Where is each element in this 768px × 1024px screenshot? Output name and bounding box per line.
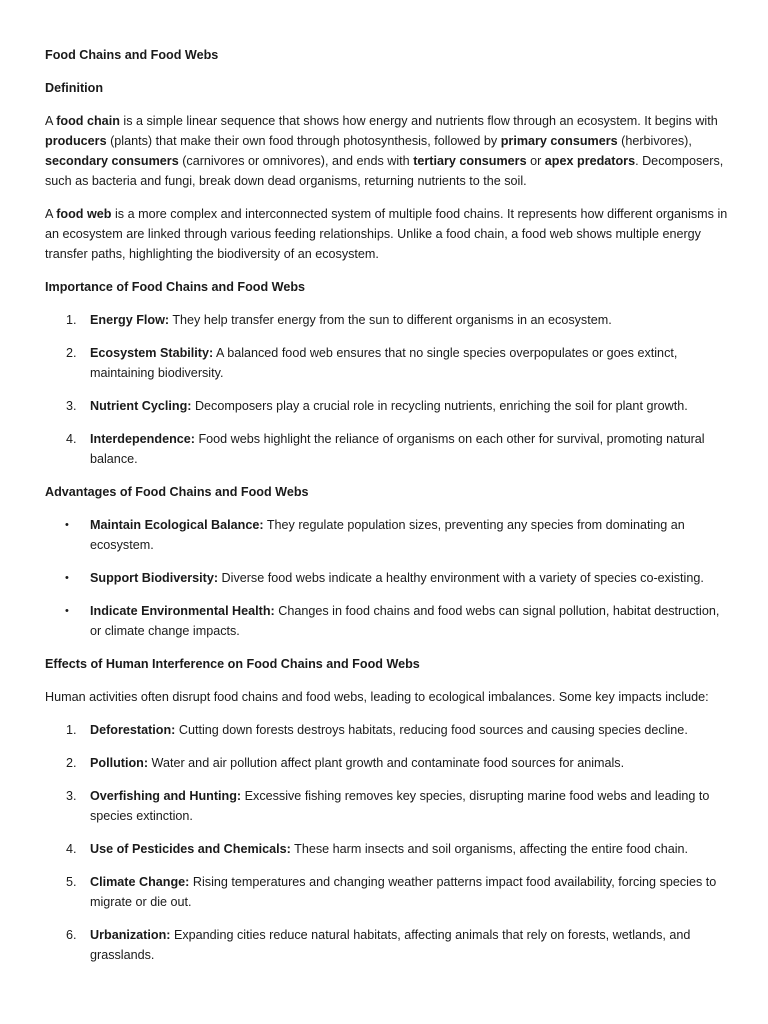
bold-term: food web [56, 207, 112, 221]
list-number: 1. [66, 313, 77, 327]
list-item-text: Diverse food webs indicate a healthy environment with a variety of species co-existing. [218, 571, 704, 585]
list-item-text: Food webs highlight the reliance of organisms on each other for survival, promoting natural balance. [90, 432, 705, 466]
list-item-label: Use of Pesticides and Chemicals: [90, 842, 291, 856]
bold-term: food chain [56, 114, 120, 128]
advantages-list-item [45, 515, 728, 555]
effects-list-item [45, 925, 728, 965]
list-item-text: They help transfer energy from the sun to different organisms in an ecosystem. [169, 313, 612, 327]
text-run: is a more complex and interconnected system of multiple food chains. It represents how different organisms in an ecosystem are linked through various feeding relationships. Unlike a food chain, a food web shows multiple energy transfer paths, highlighting the biodiversity of an ecosystem. [45, 207, 728, 261]
effects-list-item [45, 786, 728, 826]
bold-term: producers [45, 134, 107, 148]
text-run: (herbivores), [617, 134, 692, 148]
list-item-text: Rising temperatures and changing weather patterns impact food availability, forcing species to migrate or die out. [90, 875, 717, 909]
list-item-label: Support Biodiversity: [90, 571, 219, 585]
list-number: 2. [66, 756, 77, 770]
list-number: 3. [66, 399, 77, 413]
list-number: 2. [66, 346, 77, 360]
list-item-label: Pollution: [90, 756, 149, 770]
bullet-marker: • [65, 605, 69, 617]
list-item-label: Indicate Environmental Health: [90, 604, 275, 618]
list-item-label: Nutrient Cycling: [90, 399, 192, 413]
bold-term: tertiary consumers [413, 154, 527, 168]
bold-term: apex predators [544, 154, 636, 168]
list-item-text: Cutting down forests destroys habitats, reducing food sources and causing species decline. [175, 723, 688, 737]
list-item-label: Deforestation: [90, 723, 176, 737]
list-item-label: Interdependence: [90, 432, 195, 446]
list-item-label: Overfishing and Hunting: [90, 789, 242, 803]
list-item-text: Changes in food chains and food webs can signal pollution, habitat destruction, or climate change impacts. [90, 604, 720, 638]
list-item-label: Energy Flow: [90, 313, 170, 327]
list-item-label: Urbanization: [90, 928, 171, 942]
list-number: 1. [66, 723, 77, 737]
list-item-text: They regulate population sizes, preventing any species from dominating an ecosystem. [90, 518, 685, 552]
bullet-marker: • [65, 572, 69, 584]
importance-list-item [45, 310, 728, 330]
definition-heading: Definition [45, 81, 104, 95]
food-chain-paragraph [45, 111, 728, 191]
effects-intro: Human activities often disrupt food chains and food webs, leading to ecological imbalances. Some key impacts include: [45, 690, 709, 704]
importance-list-item [45, 343, 728, 383]
list-item-text: Expanding cities reduce natural habitats, affecting animals that rely on forests, wetlands, and grasslands. [90, 928, 691, 962]
effects-list-item [45, 753, 728, 773]
advantages-list-item [45, 601, 728, 641]
list-item-label: Maintain Ecological Balance: [90, 518, 264, 532]
list-number: 4. [66, 432, 77, 446]
effects-list-item [45, 720, 728, 740]
text-run: A [45, 207, 57, 221]
document-title: Food Chains and Food Webs [45, 48, 219, 62]
effects-list [45, 720, 728, 965]
list-item-text: A balanced food web ensures that no single species overpopulates or goes extinct, maintaining biodiversity. [90, 346, 678, 380]
importance-heading: Importance of Food Chains and Food Webs [45, 280, 306, 294]
list-number: 4. [66, 842, 77, 856]
list-number: 5. [66, 875, 77, 889]
text-run: . Decomposers, such as bacteria and fungi, break down dead organisms, returning nutrients to the soil. [45, 154, 724, 188]
list-item-text: Water and air pollution affect plant growth and contaminate food sources for animals. [148, 756, 625, 770]
text-run: (carnivores or omnivores), and ends with [178, 154, 414, 168]
effects-list-item [45, 872, 728, 912]
food-web-paragraph [45, 204, 728, 264]
list-number: 6. [66, 928, 77, 942]
text-run: A [45, 114, 57, 128]
effects-heading: Effects of Human Interference on Food Chains and Food Webs [45, 657, 420, 671]
importance-list-item [45, 429, 728, 469]
bold-term: primary consumers [500, 134, 618, 148]
advantages-heading: Advantages of Food Chains and Food Webs [45, 485, 309, 499]
list-item-text: Decomposers play a crucial role in recycling nutrients, enriching the soil for plant growth. [191, 399, 688, 413]
list-item-text: Excessive fishing removes key species, disrupting marine food webs and leading to species extinction. [90, 789, 710, 823]
importance-list-item [45, 396, 728, 416]
text-run: is a simple linear sequence that shows how energy and nutrients flow through an ecosystem. It begins with [119, 114, 718, 128]
list-item-text: These harm insects and soil organisms, affecting the entire food chain. [290, 842, 689, 856]
advantages-list [45, 515, 728, 641]
effects-list-item [45, 839, 728, 859]
bold-term: secondary consumers [45, 154, 179, 168]
importance-list [45, 310, 728, 469]
list-number: 3. [66, 789, 77, 803]
list-item-label: Ecosystem Stability: [90, 346, 214, 360]
advantages-list-item [45, 568, 728, 588]
text-run: (plants) that make their own food through photosynthesis, followed by [106, 134, 501, 148]
list-item-label: Climate Change: [90, 875, 190, 889]
text-run: or [526, 154, 545, 168]
bullet-marker: • [65, 519, 69, 531]
